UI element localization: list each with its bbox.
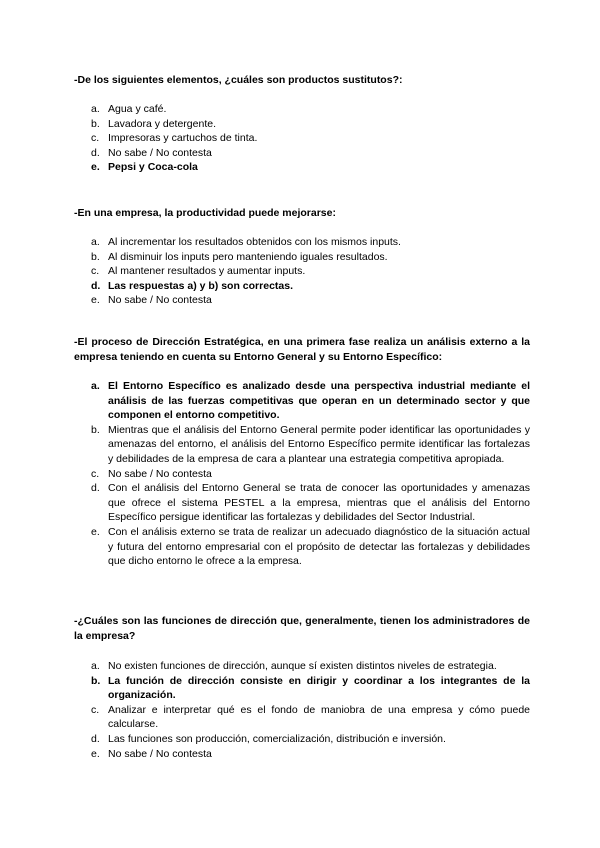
option-letter: e. xyxy=(91,161,100,174)
option-text: Las funciones son producción, comercialización, distribución e inversión. xyxy=(108,732,446,745)
option-2a xyxy=(74,235,530,250)
option-letter: e. xyxy=(91,294,100,307)
option-letter: e. xyxy=(91,747,100,760)
option-letter: d. xyxy=(91,279,101,292)
option-text: Impresoras y cartuchos de tinta. xyxy=(108,132,258,145)
question-2: -En una empresa, la productividad puede mejorarse: xyxy=(74,207,336,219)
option-4b-correct xyxy=(74,674,530,703)
option-text: El Entorno Específico es analizado desde una perspectiva industrial mediante el análisis de las fuerzas competitivas que operan en un determinado sector y que componen el entorno competitivo. xyxy=(108,380,530,422)
option-letter: b. xyxy=(91,674,101,687)
option-2b xyxy=(74,250,530,265)
option-2d-correct xyxy=(74,279,530,294)
option-text: No existen funciones de dirección, aunque sí existen distintos niveles de estrategia. xyxy=(108,660,497,672)
option-text: Analizar e interpretar qué es el fondo de maniobra de una empresa y cómo puede calcularse. xyxy=(108,703,530,731)
option-letter: a. xyxy=(91,380,100,392)
option-letter: d. xyxy=(91,146,100,159)
option-text: Con el análisis del Entorno General se trata de conocer las oportunidades y amenazas que ofrece el sistema PESTEL a la empresa, mientras que el análisis del Entorno Específico persigue identificar las fortalezas y debilidades del Sector Industrial. xyxy=(108,482,530,524)
option-letter: c. xyxy=(91,467,100,480)
option-text: No sabe / No contesta xyxy=(108,467,212,480)
option-3e xyxy=(74,525,530,569)
option-text: Al incrementar los resultados obtenidos con los mismos inputs. xyxy=(108,236,401,248)
option-letter: c. xyxy=(91,703,100,716)
option-text: Mientras que el análisis del Entorno General permite poder identificar las oportunidades y amenazas del entorno, el análisis del Entorno Específico permite identificar las fortalezas y debilidades de la empresa de cara a plantear una estrategia competitiva apropiada. xyxy=(108,423,530,465)
option-letter: c. xyxy=(91,265,100,278)
option-text: Lavadora y detergente. xyxy=(108,117,216,130)
option-text: Las respuestas a) y b) son correctas. xyxy=(108,279,293,292)
option-text: Al mantener resultados y aumentar inputs. xyxy=(108,265,306,278)
options-3 xyxy=(74,379,530,569)
options-1 xyxy=(74,102,530,175)
option-letter: e. xyxy=(91,525,100,538)
option-3d xyxy=(74,481,530,525)
option-letter: d. xyxy=(91,482,100,495)
option-3c xyxy=(74,467,530,482)
options-4 xyxy=(74,659,530,761)
option-2e xyxy=(74,293,530,308)
option-letter: b. xyxy=(91,117,100,130)
option-letter: a. xyxy=(91,236,100,248)
option-letter: d. xyxy=(91,732,100,745)
option-2c xyxy=(74,264,530,279)
option-letter: a. xyxy=(91,103,100,115)
question-3: -El proceso de Dirección Estratégica, en una primera fase realiza un análisis externo a la empresa teniendo en cuenta su Entorno General y su Entorno Específico: xyxy=(74,336,530,363)
option-text: Agua y café. xyxy=(108,103,167,115)
option-text: Al disminuir los inputs pero manteniendo iguales resultados. xyxy=(108,250,388,263)
option-text: No sabe / No contesta xyxy=(108,294,212,307)
option-4e xyxy=(74,747,530,762)
option-3a-correct xyxy=(74,379,530,423)
option-4d xyxy=(74,732,530,747)
option-1d xyxy=(74,146,530,161)
option-text: Pepsi y Coca-cola xyxy=(108,161,198,174)
option-text: No sabe / No contesta xyxy=(108,146,212,159)
option-4c xyxy=(74,703,530,732)
option-3b xyxy=(74,423,530,467)
option-text: La función de dirección consiste en dirigir y coordinar a los integrantes de la organización. xyxy=(108,674,530,702)
option-4a xyxy=(74,659,530,674)
option-1a xyxy=(74,102,530,117)
option-1e-correct xyxy=(74,160,530,175)
options-2 xyxy=(74,235,530,308)
question-1: -De los siguientes elementos, ¿cuáles son productos sustitutos?: xyxy=(74,74,403,86)
option-letter: b. xyxy=(91,423,100,436)
option-text: Con el análisis externo se trata de realizar un adecuado diagnóstico de la situación actual y futura del entorno empresarial con el propósito de detectar las fortalezas y debilidades que dicho entorno le ofrece a la empresa. xyxy=(108,525,530,568)
question-4: -¿Cuáles son las funciones de dirección que, generalmente, tienen los administradores de la empresa? xyxy=(74,615,530,642)
option-letter: a. xyxy=(91,660,100,672)
option-letter: b. xyxy=(91,250,100,263)
option-text: No sabe / No contesta xyxy=(108,747,212,760)
option-1b xyxy=(74,117,530,132)
option-letter: c. xyxy=(91,132,100,145)
option-1c xyxy=(74,131,530,146)
